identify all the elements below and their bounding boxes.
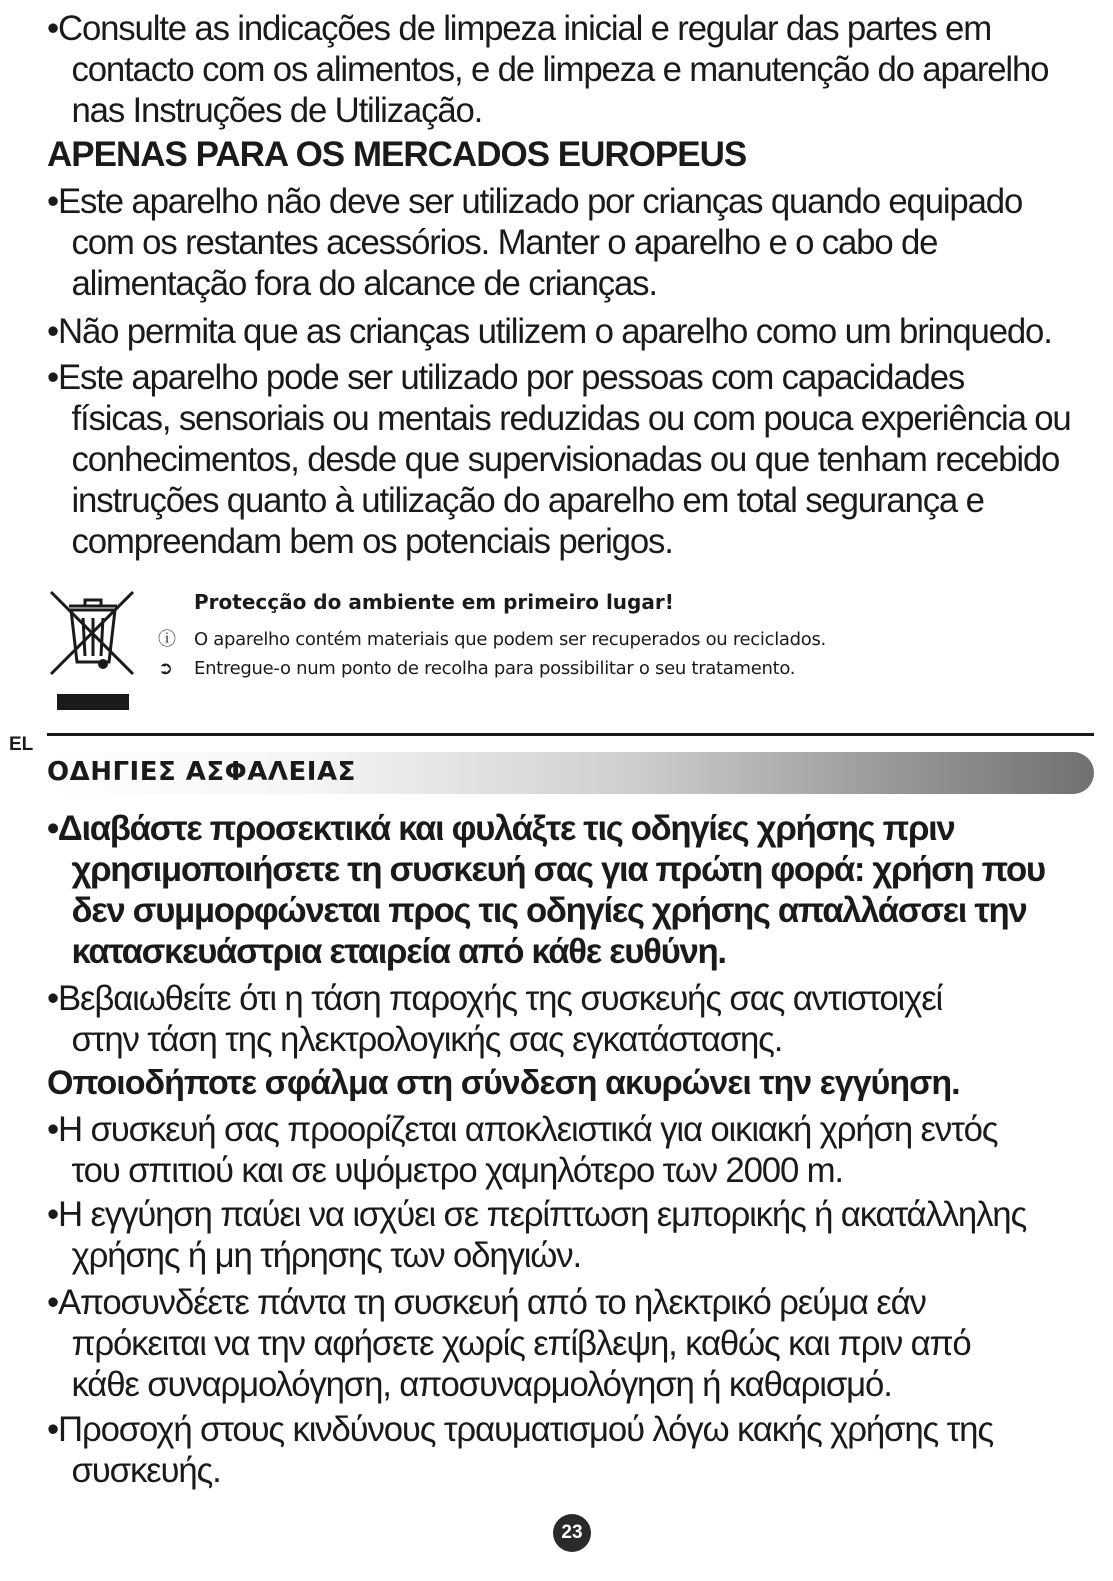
section-title: ΟΔΗΓΙΕΣ ΑΣΦΑΛΕΙΑΣ xyxy=(47,757,356,787)
el-b4-line2: χρήσης ή μη τήρησης των οδηγιών. xyxy=(71,1235,581,1275)
el-bullet-warranty-void xyxy=(47,1194,1076,1276)
el-b3-line2: του σπιτιού και σε υψόμετρο χαμηλότερο των 2000 m. xyxy=(71,1150,843,1190)
pt-b1-line1: •Consulte as indicações de limpeza inicial e regular das partes em xyxy=(47,8,992,48)
language-tag: EL xyxy=(9,734,34,755)
pt-bullet-children-accessories xyxy=(47,181,1076,304)
pt-bullet-no-toy xyxy=(47,311,1076,352)
el-b4-line1: •Η εγγύηση παύει να ισχύει σε περίπτωση εμπορικής ή ακατάλληλης xyxy=(47,1194,1027,1234)
environment-title: Protecção do ambiente em primeiro lugar! xyxy=(194,590,674,614)
info-circle-icon: ⓘ xyxy=(158,629,176,650)
el-b6-line2: συσκευής. xyxy=(71,1450,221,1490)
pt-b2-line3: alimentação fora do alcance de crianças. xyxy=(71,263,657,303)
arrow-return-icon: ➲ xyxy=(158,658,173,679)
el-bullet-injury-risk xyxy=(47,1409,1076,1491)
page-number-badge: 23 xyxy=(553,1514,591,1552)
el-bullet-read-instructions xyxy=(47,808,1076,972)
pt-bullet-reduced-capacities xyxy=(47,357,1076,562)
pt-b4-line4: instruções quanto à utilização do aparelho em total segurança e xyxy=(71,480,984,520)
pt-heading-european-markets: APENAS PARA OS MERCADOS EUROPEUS xyxy=(47,135,747,174)
pt-b2-line1: •Este aparelho não deve ser utilizado por crianças quando equipado xyxy=(47,181,1023,221)
el-b1-line3: δεν συμμορφώνεται προς τις οδηγίες χρήσης απαλλάσσει την xyxy=(71,890,1027,930)
environment-line2-text: Entregue-o num ponto de recolha para possibilitar o seu tratamento. xyxy=(194,658,796,679)
el-bullet-unplug xyxy=(47,1282,1076,1405)
environment-line-recyclable xyxy=(158,625,826,651)
el-b1-line2: χρησιμοποιήσετε τη συσκευή σας για πρώτη φορά: χρήση που xyxy=(71,849,1045,889)
section-divider xyxy=(47,733,1094,736)
pt-bullet-cleaning xyxy=(47,8,1076,131)
el-b6-line1: •Προσοχή στους κινδύνους τραυματισμού λόγω κακής χρήσης της xyxy=(47,1409,993,1449)
el-b3-line1: •Η συσκευή σας προορίζεται αποκλειστικά για οικιακή χρήση εντός xyxy=(47,1109,998,1149)
el-b2-line2: στην τάση της ηλεκτρολογικής σας εγκατάστασης. xyxy=(71,1019,783,1059)
el-bullet-voltage xyxy=(47,978,1076,1060)
weee-crossed-bin-icon xyxy=(47,588,137,714)
el-b1-line1: •Διαβάστε προσεκτικά και φυλάξτε τις οδηγίες χρήσης πριν xyxy=(47,808,955,848)
el-bullet-household-use xyxy=(47,1109,1076,1191)
environment-line1-text: O aparelho contém materiais que podem ser recuperados ou reciclados. xyxy=(194,629,826,650)
pt-b4-line2: físicas, sensoriais ou mentais reduzidas ou com pouca experiência ou xyxy=(71,398,1071,438)
el-b2-line1: •Βεβαιωθείτε ότι η τάση παροχής της συσκευής σας αντιστοιχεί xyxy=(47,978,943,1018)
pt-b1-line2: contacto com os alimentos, e de limpeza e manutenção do aparelho xyxy=(71,49,1049,89)
pt-b4-line1: •Este aparelho pode ser utilizado por pessoas com capacidades xyxy=(47,357,965,397)
pt-b4-line5: compreendam bem os potenciais perigos. xyxy=(71,521,673,561)
el-b5-line3: κάθε συναρμολόγηση, αποσυναρμολόγηση ή καθαρισμό. xyxy=(71,1364,892,1404)
pt-b2-line2: com os restantes acessórios. Manter o aparelho e o cabo de xyxy=(71,222,938,262)
pt-b1-line3: nas Instruções de Utilização. xyxy=(71,90,483,130)
pt-b3-line1: •Não permita que as crianças utilizem o aparelho como um brinquedo. xyxy=(47,311,1052,351)
el-b5-line2: πρόκειται να την αφήσετε χωρίς επίβλεψη, καθώς και πριν από xyxy=(71,1323,971,1363)
el-heading-warranty: Οποιοδήποτε σφάλμα στη σύνδεση ακυρώνει την εγγύηση. xyxy=(47,1064,960,1102)
environment-line-collection xyxy=(158,658,795,679)
el-b1-line4: κατασκευάστρια εταιρεία από κάθε ευθύνη. xyxy=(71,931,726,971)
el-b5-line1: •Αποσυνδέετε πάντα τη συσκευή από το ηλεκτρικό ρεύμα εάν xyxy=(47,1282,926,1322)
pt-b4-line3: conhecimentos, desde que supervisionadas ou que tenham recebido xyxy=(71,439,1060,479)
